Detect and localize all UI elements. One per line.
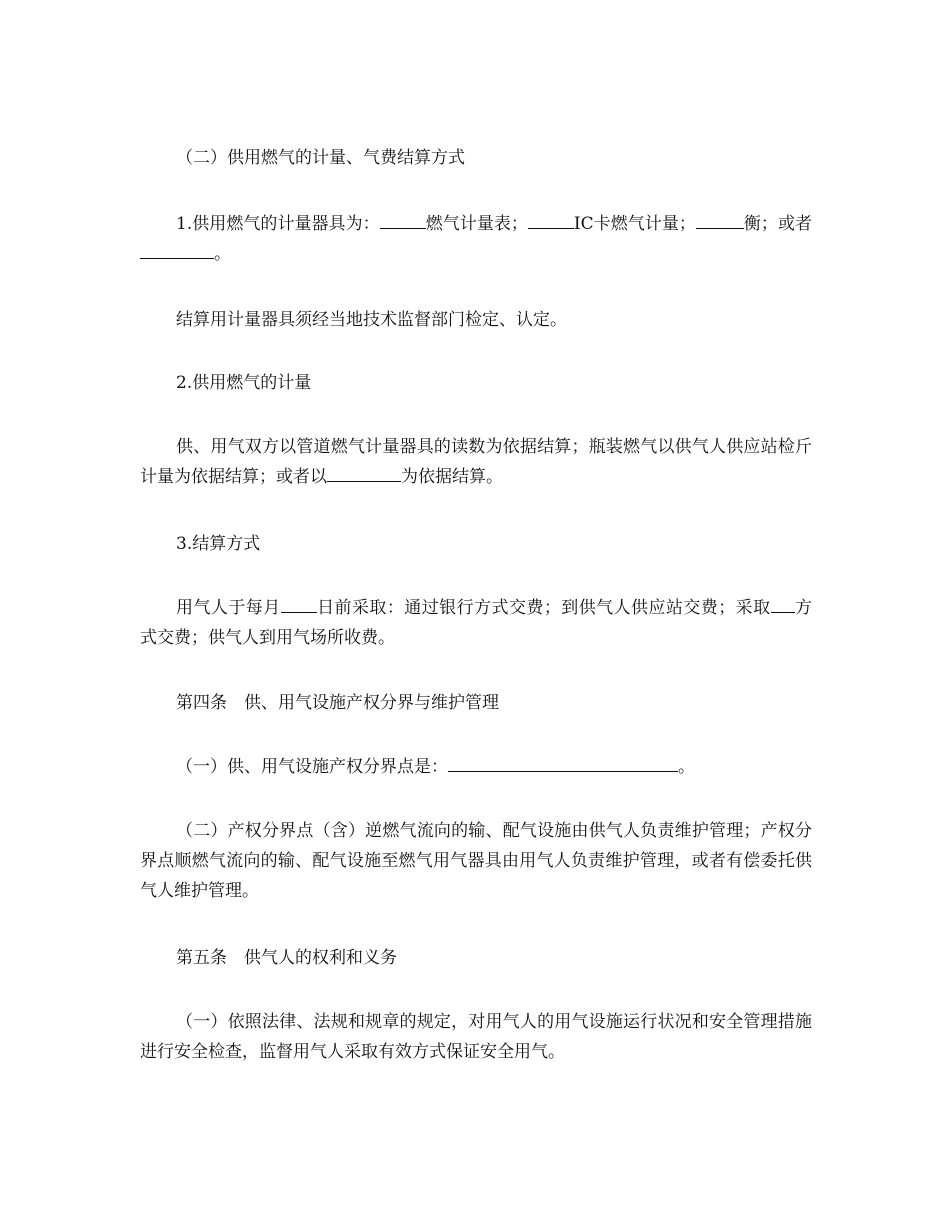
text-fragment: 。 [678, 757, 695, 777]
fill-blank[interactable] [140, 240, 214, 259]
text-fragment: 或者 [777, 214, 813, 234]
section-heading-metering [176, 143, 812, 173]
fill-blank[interactable] [696, 210, 744, 229]
text-fragment: 用气人于每月 [176, 598, 281, 618]
text-fragment: 衡； [743, 214, 778, 234]
text-fragment: （一）依照法律、法规和规章的规定，对用气人的用气设施运行状况和安全管理措施进行安全检查，监督用气人采取有效方式保证安全用气。 [140, 1012, 812, 1062]
text-fragment: 结算用计量器具须经当地技术监督部门检定、认定。 [176, 310, 567, 330]
text-fragment: 供、用气双方以管道燃气计量器具的读数为依据结算；瓶装燃气以供气人供应站检斤计量为依据结算；或者以 [140, 437, 812, 487]
fill-blank[interactable] [380, 210, 426, 229]
text-fragment: 方式交费；供气人到用气场所收费。 [140, 598, 813, 648]
text-fragment: 日前采取：通过银行方式交费；到供气人供应站交费；采取 [316, 598, 771, 618]
text-fragment: 燃气计量表； [425, 214, 528, 234]
paragraph-verification [140, 305, 812, 335]
section-heading-settlement-method [140, 529, 812, 559]
text-fragment: （二）产权分界点（含）逆燃气流向的输、配气设施由供气人负责维护管理；产权分界点顺燃气流向的输、配气设施至燃气用气器具由用气人负责维护管理，或者有偿委托供气人维护管理。 [140, 821, 812, 901]
article-heading-5 [140, 943, 812, 973]
article-heading-4 [140, 688, 812, 718]
paragraph-settlement-basis [140, 432, 812, 492]
text-fragment: 为依据结算。 [401, 467, 503, 487]
fill-blank[interactable] [528, 210, 574, 229]
paragraph-supplier-inspection [140, 1007, 812, 1067]
paragraph-boundary-point [140, 752, 812, 782]
text-fragment: IC卡燃气计量； [573, 214, 696, 234]
heading-text: 第五条 供气人的权利和义务 [176, 948, 397, 968]
paragraph-metering-devices [140, 209, 812, 269]
heading-text: 2.供用燃气的计量 [176, 373, 312, 393]
text-fragment: （一）供、用气设施产权分界点是： [176, 757, 448, 777]
heading-text: 3.结算方式 [176, 534, 261, 554]
text-fragment: 1.供用燃气的计量器具为： [176, 214, 380, 234]
fill-blank[interactable] [281, 594, 317, 613]
heading-text: 第四条 供、用气设施产权分界与维护管理 [176, 693, 499, 713]
text-fragment: 。 [214, 244, 231, 264]
fill-blank[interactable] [771, 594, 795, 613]
fill-blank[interactable] [327, 463, 401, 482]
fill-blank[interactable] [448, 753, 678, 772]
paragraph-maintenance-responsibility [140, 816, 812, 906]
heading-text: （二）供用燃气的计量、气费结算方式 [176, 148, 465, 168]
paragraph-payment-method [140, 593, 812, 653]
section-heading-gas-metering [140, 368, 812, 398]
